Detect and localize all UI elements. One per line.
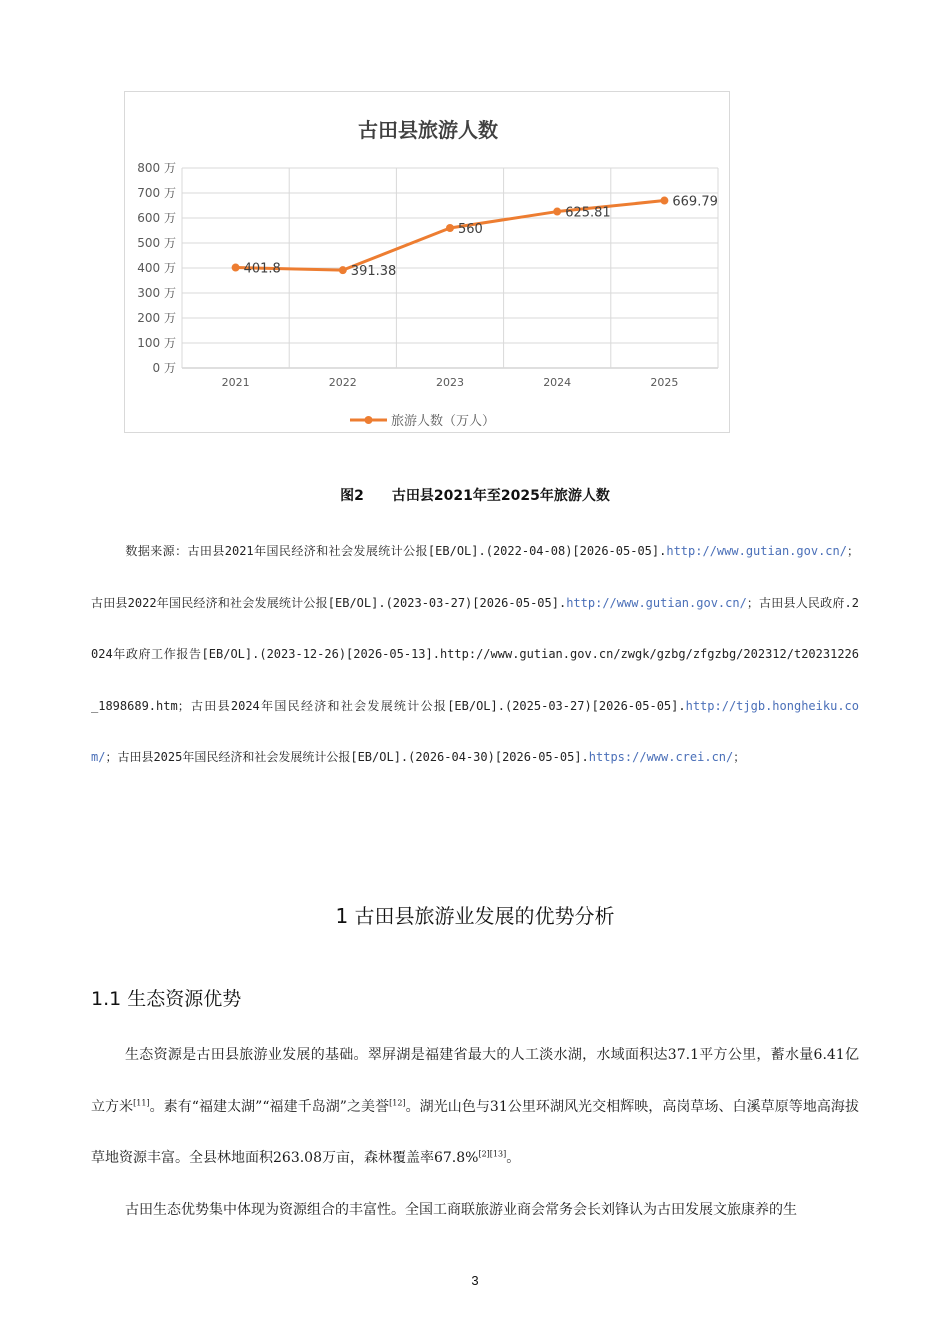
x-tick-label: 2022 <box>328 376 357 389</box>
source-text-2: ；古田县2022年国民经济和社会发展统计公报[EB/OL].(2023-03-27)[2026-05-05]. <box>91 544 859 610</box>
data-label: 625.81 <box>565 205 611 221</box>
y-tick-label: 100 万 <box>137 336 176 350</box>
figure-caption <box>0 485 950 505</box>
tourism-line-chart <box>124 91 730 433</box>
source-link-2[interactable]: http://www.gutian.gov.cn/ <box>566 595 747 610</box>
chart-title: 古田县旅游人数 <box>358 118 498 142</box>
data-point <box>660 197 668 205</box>
data-point <box>232 264 240 272</box>
para1-text-4: 。 <box>506 1150 521 1166</box>
para1-text-3: 。湖光山色与31公里环湖风光交相辉映，高岗草场、白溪草原等地高海拔草地资源丰富。全县林地面积263.08万亩，森林覆盖率67.8% <box>91 1098 859 1166</box>
y-tick-label: 600 万 <box>137 211 176 225</box>
y-axis-ticks <box>137 161 176 375</box>
y-tick-label: 300 万 <box>137 286 176 300</box>
source-link-1[interactable]: http://www.gutian.gov.cn/ <box>666 544 847 558</box>
data-source-note <box>91 526 859 784</box>
citation-2-13[interactable]: [2][13] <box>478 1149 507 1159</box>
legend-swatch-marker <box>365 416 373 424</box>
source-text-1: 数据来源：古田县2021年国民经济和社会发展统计公报[EB/OL].(2022-04-08)[2026-05-05]. <box>125 544 667 558</box>
x-tick-label: 2021 <box>221 376 250 389</box>
body-text <box>91 1030 859 1236</box>
source-link-3[interactable]: http://tjgb.hongheiku.com/ <box>91 698 859 764</box>
source-text-end: ； <box>733 750 746 764</box>
para1-text-2: 。素有“福建太湖”“福建千岛湖”之美誉 <box>149 1098 390 1115</box>
data-point <box>553 208 561 216</box>
legend-label: 旅游人数（万人） <box>391 414 496 429</box>
x-tick-label: 2024 <box>543 376 572 389</box>
y-tick-label: 800 万 <box>137 161 176 175</box>
source-link-4[interactable]: https://www.crei.cn/ <box>588 750 734 764</box>
para1-text-1: 生态资源是古田县旅游业发展的基础。翠屏湖是福建省最大的人工淡水湖，水域面积达37.1平方公里，蓄水量6.41亿立方米 <box>91 1047 859 1115</box>
data-point <box>446 224 454 232</box>
x-tick-label: 2023 <box>436 376 464 389</box>
figure-number: 图2 <box>340 488 364 504</box>
y-tick-label: 200 万 <box>137 311 176 325</box>
source-text-3: ；古田县人民政府.2024年政府工作报告[EB/OL].(2023-12-26)[2026-05-13].http://www.gutian.gov.cn/zwgk/gzbg/zfgzbg/202312/t20231226_1898689.htm；古田县2024年国民经济和社会发展统计公报[EB/OL].(2025-03-27)[2026-05-05]. <box>91 595 860 713</box>
y-tick-label: 700 万 <box>137 186 176 200</box>
y-tick-label: 500 万 <box>137 236 176 250</box>
paragraph-1 <box>91 1030 859 1185</box>
chart-svg <box>125 92 731 434</box>
data-point <box>339 266 347 274</box>
x-tick-label: 2025 <box>650 376 679 389</box>
section-heading: 1 古田县旅游业发展的优势分析 <box>335 904 615 928</box>
citation-12[interactable]: [12] <box>389 1097 406 1107</box>
y-tick-label: 0 万 <box>152 361 176 375</box>
data-label: 560 <box>458 222 483 237</box>
data-label: 391.38 <box>350 264 397 280</box>
y-tick-label: 400 万 <box>137 261 176 275</box>
data-label: 401.8 <box>243 261 281 277</box>
citation-11[interactable]: [11] <box>133 1097 150 1107</box>
data-labels <box>244 195 718 280</box>
data-label: 669.79 <box>672 194 718 210</box>
figure-caption-text: 古田县2021年至2025年旅游人数 <box>391 488 610 504</box>
page-number: 3 <box>471 1273 479 1288</box>
paragraph-2: 古田生态优势集中体现为资源组合的丰富性。全国工商联旅游业商会常务会长刘锋认为古田发展文旅康养的生 <box>125 1201 797 1218</box>
chart-legend <box>350 413 495 429</box>
subsection-heading: 1.1 生态资源优势 <box>91 988 242 1010</box>
x-axis-ticks <box>222 376 679 389</box>
source-text-4: ；古田县2025年国民经济和社会发展统计公报[EB/OL].(2026-04-30)[2026-05-05]. <box>105 750 589 764</box>
